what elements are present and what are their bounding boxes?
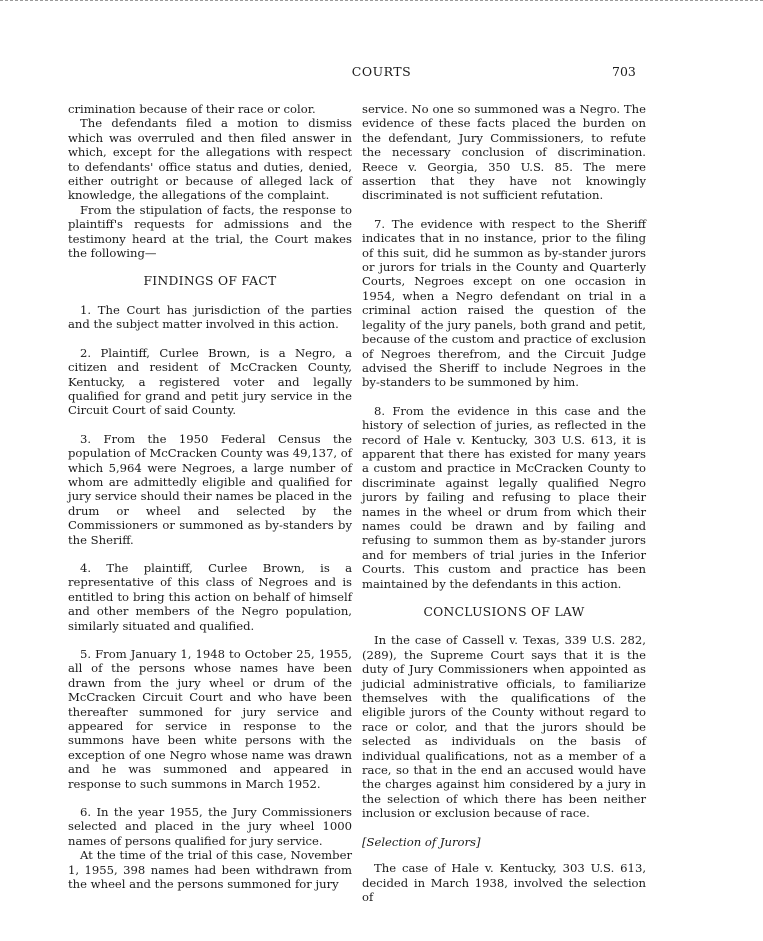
- subheading-selection-of-jurors: [Selection of Jurors]: [362, 834, 481, 849]
- top-dashed-rule: [0, 0, 763, 1]
- finding-6: 6. In the year 1955, the Jury Commissioners selected and placed in the jury wheel 1000 names of persons qualified for jury service.: [68, 805, 352, 848]
- paragraph-stipulation: From the stipulation of facts, the response to plaintiff's requests for admissions and the testimony heard at the trial, the Court makes the following—: [68, 202, 352, 261]
- finding-1: 1. The Court has jurisdiction of the parties and the subject matter involved in this action.: [68, 302, 352, 332]
- finding-7: 7. The evidence with respect to the Sheriff indicates that in no instance, prior to the filing of this suit, did he summon as by-stander jurors or jurors for trials in the County and Quarterly Courts, Negroes except on one occasion in 1954, when a Negro defendant on trial in a criminal action raised the question of the legality of the jury panels, both grand and petit, because of the custom and practice of exclusion of Negroes therefrom, and the Circuit Judge advised the Sheriff to include Negroes in the by-standers to be summoned by him.: [362, 216, 646, 390]
- page-number: 703: [612, 64, 636, 79]
- paragraph-motion-to-dismiss: The defendants filed a motion to dismiss which was overruled and then filed answer in which, except for the allegations with respect to defendants' office status and duties, denied, either outright or because of alleged lack of knowledge, the allegations of the complaint.: [68, 116, 352, 203]
- finding-2: 2. Plaintiff, Curlee Brown, is a Negro, a citizen and resident of McCracken County, Kentucky, a registered voter and legally qualified for grand and petit jury service in the Circuit Court of said County.: [68, 345, 352, 418]
- left-column: [68, 102, 352, 892]
- heading-conclusions-of-law: CONCLUSIONS OF LAW: [423, 605, 585, 619]
- conclusion-hale: The case of Hale v. Kentucky, 303 U.S. 613, decided in March 1938, involved the selection of: [362, 861, 646, 904]
- paragraph-service-continuation: service. No one so summoned was a Negro. The evidence of these facts placed the burden on the defendant, Jury Commissioners, to refute the necessary conclusion of discrimination. Reece v. Georgia, 350 U.S. 85. The mere assertion that they have not knowingly discriminated is not sufficient refutation.: [362, 102, 646, 203]
- conclusion-cassell: In the case of Cassell v. Texas, 339 U.S. 282, (289), the Supreme Court says that it is the duty of Jury Commissioners when appointed as judicial administrative officials, to familiarize themselves with the qualifications of the eligible jurors of the County without regard to race or color, and that the jurors should be selected as individuals on the basis of individual qualifications, not as a member of a race, so that in the end an accused would have the charges against him considered by a jury in the selection of which there has been neither inclusion or exclusion because of race.: [362, 633, 646, 821]
- finding-4: 4. The plaintiff, Curlee Brown, is a representative of this class of Negroes and is entitled to bring this action on behalf of himself and other members of the Negro population, similarly situated and qualified.: [68, 560, 352, 633]
- finding-6-continued: At the time of the trial of this case, November 1, 1955, 398 names had been withdrawn from the wheel and the persons summoned for jury: [68, 848, 352, 892]
- paragraph-continuation: crimination because of their race or color.: [68, 102, 316, 116]
- finding-5: 5. From January 1, 1948 to October 25, 1955, all of the persons whose names have been drawn from the jury wheel or drum of the McCracken Circuit Court and who have been thereafter summoned for jury service and appeared for service in response to the summons have been white persons with the exception of one Negro whose name was drawn and he was summoned and appeared in response to such summons in March 1952.: [68, 647, 352, 791]
- finding-3: 3. From the 1950 Federal Census the population of McCracken County was 49,137, of which 5,964 were Negroes, a large number of whom are admittedly eligible and qualified for jury service should their names be placed in the drum or wheel and selected by the Commissioners or summoned as by-standers by the Sheriff.: [68, 431, 352, 547]
- heading-findings-of-fact: FINDINGS OF FACT: [143, 274, 277, 289]
- running-header-title: COURTS: [351, 64, 412, 79]
- finding-8: 8. From the evidence in this case and the history of selection of juries, as reflected in the record of Hale v. Kentucky, 303 U.S. 613, it is apparent that there has existed for many years a custom and practice in McCracken County to discriminate against legally qualified Negro jurors by failing and refusing to place their names in the wheel or drum from which their names could be drawn and by failing and refusing to summon them as by-stander jurors and for members of trial juries in the Inferior Courts. This custom and practice has been maintained by the defendants in this action.: [362, 403, 646, 591]
- right-column: [362, 102, 646, 904]
